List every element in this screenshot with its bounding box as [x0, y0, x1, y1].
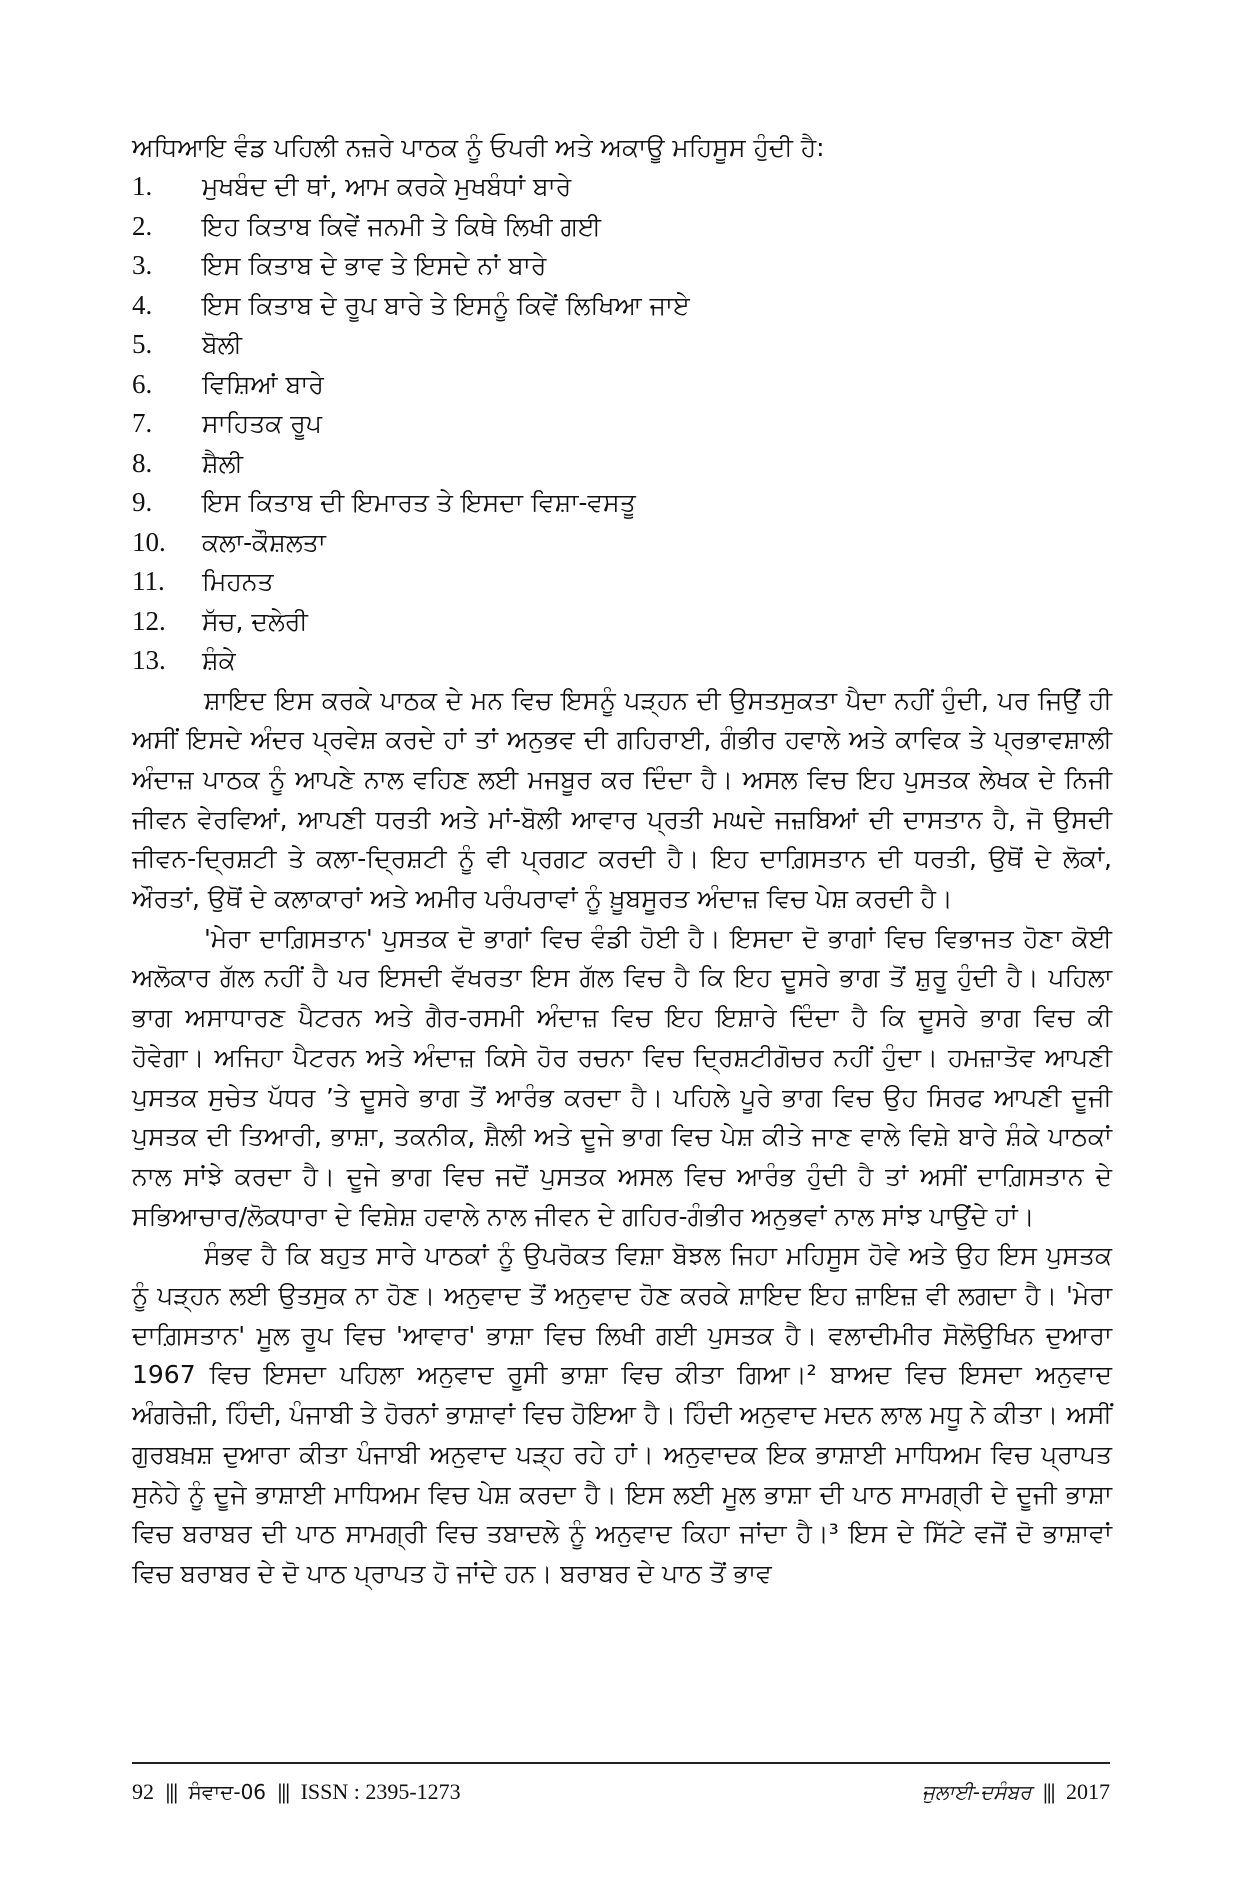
item-number: 6. — [132, 368, 153, 399]
item-label: ਇਸ ਕਿਤਾਬ ਦੀ ਇਮਾਰਤ ਤੇ ਇਸਦਾ ਵਿਸ਼ਾ-ਵਸਤੂ — [202, 488, 636, 517]
list-item — [132, 365, 1112, 405]
intro-line: ਅਧਿਆਇ ਵੰਡ ਪਹਿਲੀ ਨਜ਼ਰੇ ਪਾਠਕ ਨੂੰ ਓਪਰੀ ਅਤੇ ਅਕਾਊ ਮਹਿਸੂਸ ਹੁੰਦੀ ਹੈ: — [132, 133, 825, 162]
list-item — [132, 246, 1112, 286]
page-footer — [132, 1772, 1110, 1812]
item-number: 5. — [132, 329, 153, 359]
item-number: 13. — [132, 645, 166, 675]
issue-period: ਜੁਲਾਈ-ਦਸੰਬਰ — [921, 1780, 1032, 1804]
list-item — [132, 523, 1112, 563]
item-label: ਸੱਚ, ਦਲੇਰੀ — [202, 606, 308, 636]
item-label: ਕਲਾ-ਕੌਸ਼ਲਤਾ — [202, 527, 326, 557]
item-label: ਸ਼ੰਕੇ — [202, 646, 236, 675]
list-item — [132, 641, 1112, 681]
paragraph: ਸੰਭਵ ਹੈ ਕਿ ਬਹੁਤ ਸਾਰੇ ਪਾਠਕਾਂ ਨੂੰ ਉਪਰੋਕਤ ਵਿਸ਼ਾ ਬੋਝਲ ਜਿਹਾ ਮਹਿਸੂਸ ਹੋਵੇ ਅਤੇ ਉਹ ਇਸ ਪੁਸਤਕ ਨੂੰ ਪੜ੍ਹਨ ਲਈ ਉਤਸੁਕ ਨਾ ਹੋਣ। ਅਨੁਵਾਦ ਤੋਂ ਅਨੁਵਾਦ ਹੋਣ ਕਰਕੇ ਸ਼ਾਇਦ ਇਹ ਜ਼ਾਇਜ਼ ਵੀ ਲਗਦਾ ਹੈ। 'ਮੇਰਾ ਦਾਗ਼ਿਸਤਾਨ' ਮੂਲ ਰੂਪ ਵਿਚ 'ਆਵਾਰ' ਭਾਸ਼ਾ ਵਿਚ ਲਿਖੀ ਗਈ ਪੁਸਤਕ ਹੈ। ਵਲਾਦੀਮੀਰ ਸੋਲੋਉਖਿਨ ਦੁਆਰਾ 1967 ਵਿਚ ਇਸਦਾ ਪਹਿਲਾ ਅਨੁਵਾਦ ਰੂਸੀ ਭਾਸ਼ਾ ਵਿਚ ਕੀਤਾ ਗਿਆ।² ਬਾਅਦ ਵਿਚ ਇਸਦਾ ਅਨੁਵਾਦ ਅੰਗਰੇਜ਼ੀ, ਹਿੰਦੀ, ਪੰਜਾਬੀ ਤੇ ਹੋਰਨਾਂ ਭਾਸ਼ਾਵਾਂ ਵਿਚ ਹੋਇਆ ਹੈ। ਹਿੰਦੀ ਅਨੁਵਾਦ ਮਦਨ ਲਾਲ ਮਧੂ ਨੇ ਕੀਤਾ। ਅਸੀਂ ਗੁਰਬਖ਼ਸ਼ ਦੁਆਰਾ ਕੀਤਾ ਪੰਜਾਬੀ ਅਨੁਵਾਦ ਪੜ੍ਹ ਰਹੇ ਹਾਂ। ਅਨੁਵਾਦਕ ਇਕ ਭਾਸ਼ਾਈ ਮਾਧਿਅਮ ਵਿਚ ਪ੍ਰਾਪਤ ਸੁਨੇਹੇ ਨੂੰ ਦੂਜੇ ਭਾਸ਼ਾਈ ਮਾਧਿਅਮ ਵਿਚ ਪੇਸ਼ ਕਰਦਾ ਹੈ। ਇਸ ਲਈ ਮੂਲ ਭਾਸ਼ਾ ਦੀ ਪਾਠ ਸਾਮਗ੍ਰੀ ਦੇ ਦੂਜੀ ਭਾਸ਼ਾ ਵਿਚ ਬਰਾਬਰ ਦੀ ਪਾਠ ਸਾਮਗ੍ਰੀ ਵਿਚ ਤਬਾਦਲੇ ਨੂੰ ਅਨੁਵਾਦ ਕਿਹਾ ਜਾਂਦਾ ਹੈ।³ ਇਸ ਦੇ ਸਿੱਟੇ ਵਜੋਂ ਦੋ ਭਾਸ਼ਾਵਾਂ ਵਿਚ ਬਰਾਬਰ ਦੇ ਦੋ ਪਾਠ ਪ੍ਰਾਪਤ ਹੋ ਜਾਂਦੇ ਹਨ। ਬਰਾਬਰ ਦੇ ਪਾਠ ਤੋਂ ਭਾਵ — [132, 1241, 1112, 1588]
item-label: ਇਸ ਕਿਤਾਬ ਦੇ ਰੂਪ ਬਾਰੇ ਤੇ ਇਸਨੂੰ ਕਿਵੇਂ ਲਿਖਿਆ ਜਾਏ — [202, 290, 690, 320]
item-label: ਸਾਹਿਤਕ ਰੂਪ — [202, 409, 322, 438]
list-item — [132, 325, 1112, 365]
item-number: 10. — [132, 526, 166, 557]
item-label: ਸ਼ੈਲੀ — [202, 448, 244, 478]
item-number: 9. — [132, 487, 153, 517]
paragraph: 'ਮੇਰਾ ਦਾਗ਼ਿਸਤਾਨ' ਪੁਸਤਕ ਦੋ ਭਾਗਾਂ ਵਿਚ ਵੰਡੀ ਹੋਈ ਹੈ। ਇਸਦਾ ਦੋ ਭਾਗਾਂ ਵਿਚ ਵਿਭਾਜਤ ਹੋਣਾ ਕੋਈ ਅਲੋਕਾਰ ਗੱਲ ਨਹੀਂ ਹੈ ਪਰ ਇਸਦੀ ਵੱਖਰਤਾ ਇਸ ਗੱਲ ਵਿਚ ਹੈ ਕਿ ਇਹ ਦੂਸਰੇ ਭਾਗ ਤੋਂ ਸ਼ੁਰੂ ਹੁੰਦੀ ਹੈ। ਪਹਿਲਾ ਭਾਗ ਅਸਾਧਾਰਣ ਪੈਟਰਨ ਅਤੇ ਗੈਰ-ਰਸਮੀ ਅੰਦਾਜ਼ ਵਿਚ ਇਹ ਇਸ਼ਾਰੇ ਦਿੰਦਾ ਹੈ ਕਿ ਦੂਸਰੇ ਭਾਗ ਵਿਚ ਕੀ ਹੋਵੇਗਾ। ਅਜਿਹਾ ਪੈਟਰਨ ਅਤੇ ਅੰਦਾਜ਼ ਕਿਸੇ ਹੋਰ ਰਚਨਾ ਵਿਚ ਦ੍ਰਿਸ਼ਟੀਗੋਚਰ ਨਹੀਂ ਹੁੰਦਾ। ਹਮਜ਼ਾਤੋਵ ਆਪਣੀ ਪੁਸਤਕ ਸੁਚੇਤ ਪੱਧਰ ’ਤੇ ਦੂਸਰੇ ਭਾਗ ਤੋਂ ਆਰੰਭ ਕਰਦਾ ਹੈ। ਪਹਿਲੇ ਪੂਰੇ ਭਾਗ ਵਿਚ ਉਹ ਸਿਰਫ ਆਪਣੀ ਦੂਜੀ ਪੁਸਤਕ ਦੀ ਤਿਆਰੀ, ਭਾਸ਼ਾ, ਤਕਨੀਕ, ਸ਼ੈਲੀ ਅਤੇ ਦੂਜੇ ਭਾਗ ਵਿਚ ਪੇਸ਼ ਕੀਤੇ ਜਾਣ ਵਾਲੇ ਵਿਸ਼ੇ ਬਾਰੇ ਸ਼ੰਕੇ ਪਾਠਕਾਂ ਨਾਲ ਸਾਂਝੇ ਕਰਦਾ ਹੈ। ਦੂਜੇ ਭਾਗ ਵਿਚ ਜਦੋਂ ਪੁਸਤਕ ਅਸਲ ਵਿਚ ਆਰੰਭ ਹੁੰਦੀ ਹੈ ਤਾਂ ਅਸੀਂ ਦਾਗ਼ਿਸਤਾਨ ਦੇ ਸਭਿਆਚਾਰ/ਲੋਕਧਾਰਾ ਦੇ ਵਿਸ਼ੇਸ਼ ਹਵਾਲੇ ਨਾਲ ਜੀਵਨ ਦੇ ਗਹਿਰ-ਗੰਭੀਰ ਅਨੁਭਵਾਂ ਨਾਲ ਸਾਂਝ ਪਾਉਂਦੇ ਹਾਂ। — [132, 923, 1112, 1231]
chapter-list — [132, 167, 1112, 681]
item-label: ਇਹ ਕਿਤਾਬ ਕਿਵੇਂ ਜਨਮੀ ਤੇ ਕਿਥੇ ਲਿਖੀ ਗਈ — [202, 211, 602, 241]
list-item — [132, 167, 1112, 207]
list-item — [132, 483, 1112, 523]
item-number: 1. — [132, 171, 153, 201]
item-number: 11. — [132, 566, 165, 596]
journal-name: ਸੰਵਾਦ-06 — [188, 1780, 267, 1804]
list-item — [132, 562, 1112, 602]
list-item — [132, 444, 1112, 484]
item-label: ਮਿਹਨਤ — [202, 567, 274, 596]
separator: ||| — [277, 1779, 290, 1804]
list-item — [132, 602, 1112, 642]
year: 2017 — [1066, 1779, 1110, 1804]
item-number: 3. — [132, 250, 153, 280]
paragraph: ਸ਼ਾਇਦ ਇਸ ਕਰਕੇ ਪਾਠਕ ਦੇ ਮਨ ਵਿਚ ਇਸਨੂੰ ਪੜ੍ਹਨ ਦੀ ਉਸਤਸੁਕਤਾ ਪੈਦਾ ਨਹੀਂ ਹੁੰਦੀ, ਪਰ ਜਿਉਂ ਹੀ ਅਸੀਂ ਇਸਦੇ ਅੰਦਰ ਪ੍ਰਵੇਸ਼ ਕਰਦੇ ਹਾਂ ਤਾਂ ਅਨੁਭਵ ਦੀ ਗਹਿਰਾਈ, ਗੰਭੀਰ ਹਵਾਲੇ ਅਤੇ ਕਾਵਿਕ ਤੇ ਪ੍ਰਭਾਵਸ਼ਾਲੀ ਅੰਦਾਜ਼ ਪਾਠਕ ਨੂੰ ਆਪਣੇ ਨਾਲ ਵਹਿਣ ਲਈ ਮਜਬੂਰ ਕਰ ਦਿੰਦਾ ਹੈ। ਅਸਲ ਵਿਚ ਇਹ ਪੁਸਤਕ ਲੇਖਕ ਦੇ ਨਿਜੀ ਜੀਵਨ ਵੇਰਵਿਆਂ, ਆਪਣੀ ਧਰਤੀ ਅਤੇ ਮਾਂ-ਬੋਲੀ ਆਵਾਰ ਪ੍ਰਤੀ ਮਘਦੇ ਜਜ਼ਬਿਆਂ ਦੀ ਦਾਸਤਾਨ ਹੈ, ਜੋ ਉਸਦੀ ਜੀਵਨ-ਦ੍ਰਿਸ਼ਟੀ ਤੇ ਕਲਾ-ਦ੍ਰਿਸ਼ਟੀ ਨੂੰ ਵੀ ਪ੍ਰਗਟ ਕਰਦੀ ਹੈ। ਇਹ ਦਾਗ਼ਿਸਤਾਨ ਦੀ ਧਰਤੀ, ਉਥੋਂ ਦੇ ਲੋਕਾਂ, ਔਰਤਾਂ, ਉਥੋਂ ਦੇ ਕਲਾਕਾਰਾਂ ਅਤੇ ਅਮੀਰ ਪਰੰਪਰਾਵਾਂ ਨੂੰ ਖ਼ੂਬਸੂਰਤ ਅੰਦਾਜ਼ ਵਿਚ ਪੇਸ਼ ਕਰਦੀ ਹੈ। — [132, 685, 1112, 914]
item-number: 8. — [132, 447, 153, 478]
list-item — [132, 207, 1112, 247]
separator: ||| — [165, 1779, 178, 1804]
page-number: 92 — [132, 1779, 154, 1804]
list-item — [132, 286, 1112, 326]
item-number: 2. — [132, 210, 153, 241]
item-label: ਬੋਲੀ — [202, 330, 243, 359]
issn: ISSN : 2395-1273 — [300, 1779, 461, 1804]
footer-left — [132, 1779, 461, 1805]
footer-right — [922, 1779, 1110, 1805]
item-number: 7. — [132, 408, 153, 438]
item-number: 4. — [132, 289, 153, 320]
item-number: 12. — [132, 605, 166, 636]
footer-divider — [132, 1762, 1110, 1764]
separator: ||| — [1042, 1779, 1055, 1804]
item-label: ਵਿਸ਼ਿਆਂ ਬਾਰੇ — [202, 369, 324, 399]
page-body — [132, 128, 1112, 1594]
item-label: ਮੁਖਬੰਦ ਦੀ ਥਾਂ, ਆਮ ਕਰਕੇ ਮੁਖਬੰਧਾਂ ਬਾਰੇ — [202, 172, 572, 201]
list-item — [132, 404, 1112, 444]
item-label: ਇਸ ਕਿਤਾਬ ਦੇ ਭਾਵ ਤੇ ਇਸਦੇ ਨਾਂ ਬਾਰੇ — [202, 251, 547, 280]
